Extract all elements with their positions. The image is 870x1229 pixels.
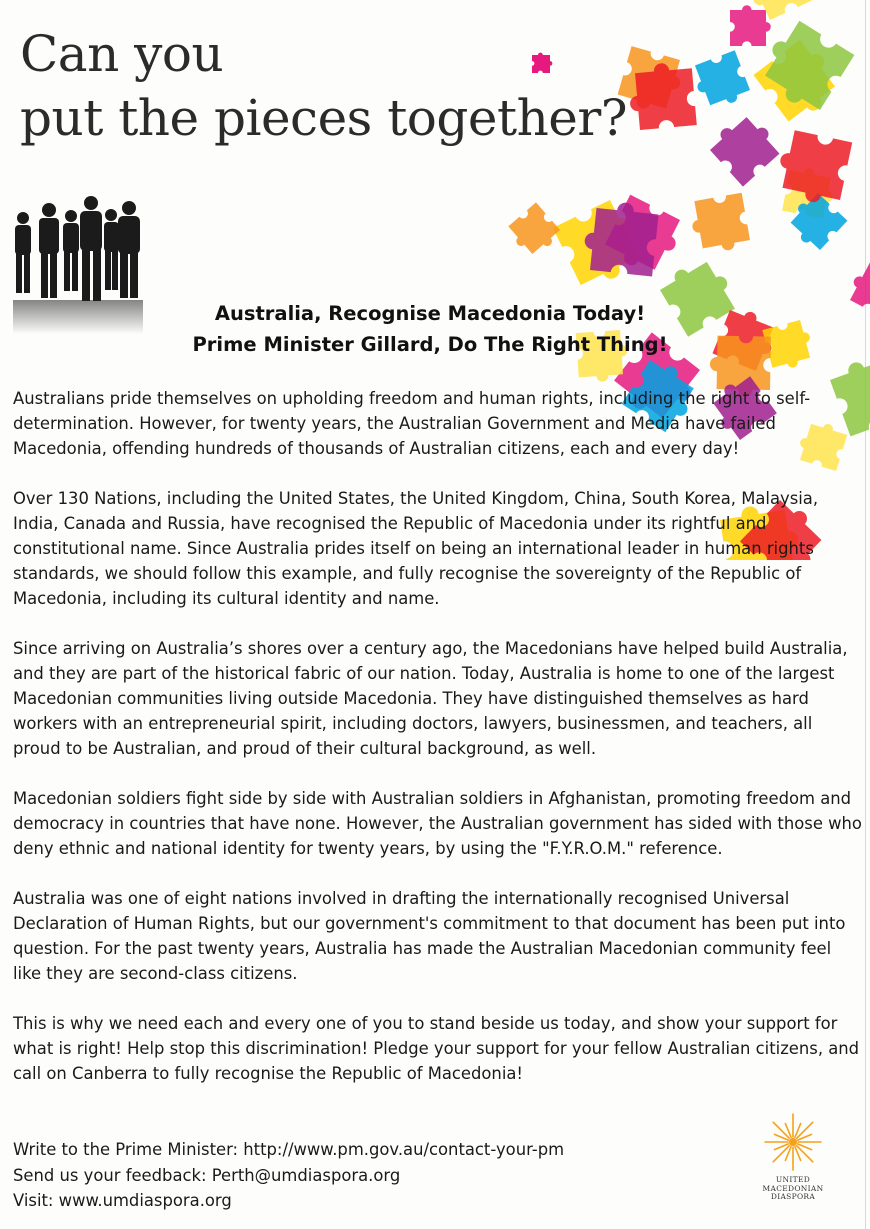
vergina-sun-icon <box>761 1110 825 1174</box>
sun-ray <box>797 1122 813 1138</box>
sun-ray <box>797 1146 813 1162</box>
sun-ray <box>773 1122 789 1138</box>
puzzle-piece <box>505 202 564 261</box>
sun-ray <box>773 1146 789 1162</box>
logo-text <box>738 1176 848 1202</box>
puzzle-piece <box>690 50 752 112</box>
headline-line-1: Australia, Recognise Macedonia Today! <box>214 302 646 325</box>
paragraph: Since arriving on Australia’s shores over a century ago, the Macedonians have helped build Australia, and they are part of the historical fabric of our nation. Today, Australia is home to one of the largest Macedonian communities living outside Macedonia. They have distinguished themselves as hard workers with an entrepreneurial spirit, including doctors, lawyers, businessmen, and teachers, all proud to be Australian, and proud of their cultural background, as well. <box>13 639 848 758</box>
silhouette-reflection <box>13 300 143 334</box>
puzzle-piece <box>532 53 552 73</box>
puzzle-piece <box>730 5 771 46</box>
silhouette-group <box>15 196 140 301</box>
pm-contact-link[interactable]: Write to the Prime Minister: http://www.pm.gov.au/contact-your-pm <box>13 1140 565 1159</box>
business-people-silhouette <box>5 188 150 338</box>
logo-line-1: UNITED <box>775 1175 811 1184</box>
sun-core <box>789 1138 797 1146</box>
paragraph: Australia was one of eight nations involved in drafting the internationally recognised Universal Declaration of Human Rights, but our government's commitment to that document has been put into question. For the past twenty years, Australia has made the Australian Macedonian community feel like they are second-class citizens. <box>13 889 846 983</box>
logo-line-2: MACEDONIAN <box>762 1183 824 1193</box>
paragraph: This is why we need each and every one of you to stand beside us today, and show your support for what is right! Help stop this discrimination! Pledge your support for your fellow Australian citizens, and call on Canberra to fully recognise the Republic of Macedonia! <box>13 1014 860 1083</box>
paragraph: Macedonian soldiers fight side by side with Australian soldiers in Afghanistan, promoting freedom and democracy in countries that have none. However, the Australian government has sided with those who deny ethnic and national identity for twenty years, by using the "F.Y.R.O.M." reference. <box>13 789 862 858</box>
title-line-1: Can you <box>20 25 224 83</box>
headline-line-2: Prime Minister Gillard, Do The Right Thing! <box>192 333 668 356</box>
puzzle-piece <box>688 193 751 256</box>
contact-links <box>13 1137 713 1214</box>
headline <box>150 298 710 360</box>
paragraph: Over 130 Nations, including the United States, the United Kingdom, China, South Korea, Malaysia, India, Canada and Russia, have recognised the Republic of Macedonia under its rightful and constitutional name. Since Australia prides itself on being an international leader in human rights standards, we should follow this example, and fully recognise the sovereignty of the Republic of Macedonia, including its cultural identity and name. <box>13 489 819 608</box>
puzzle-piece <box>706 108 785 187</box>
logo-line-3: DIASPORA <box>770 1192 816 1201</box>
feedback-email-link[interactable]: Send us your feedback: Perth@umdiaspora.org <box>13 1165 401 1185</box>
title-line-2: put the pieces together? <box>20 89 628 147</box>
website-link[interactable]: Visit: www.umdiaspora.org <box>13 1191 232 1210</box>
umd-logo <box>738 1110 848 1220</box>
paragraph: Australians pride themselves on upholding freedom and human rights, including the right to self-determination. However, for twenty years, the Australian Government and Media have failed Macedonia, offending hundreds of thousands of Australian citizens, each and every day! <box>13 389 811 458</box>
puzzle-piece <box>845 254 870 320</box>
body-text <box>13 386 863 1111</box>
